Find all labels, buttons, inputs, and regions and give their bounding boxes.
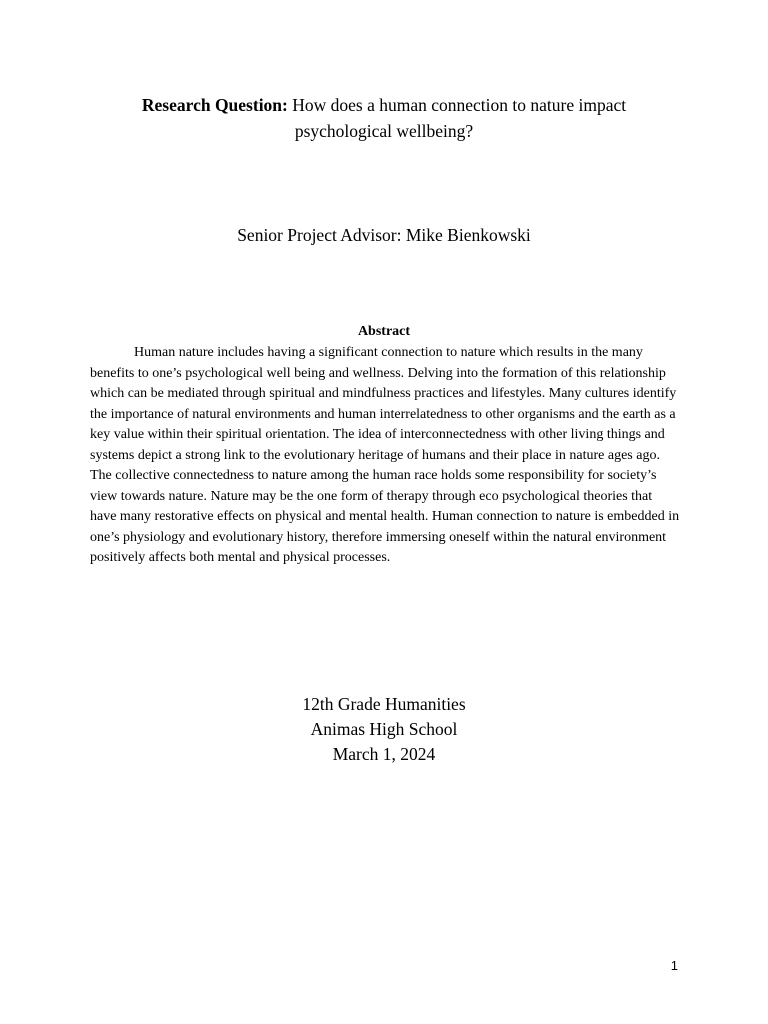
school-name: Animas High School — [310, 719, 458, 739]
abstract-heading: Abstract — [357, 324, 411, 339]
abstract-body: Human nature includes having a significant connection to nature which results in the many benefits to one’s psychological well being and wellness. Delving into the formation of this relationship which can be mediated through spiritual and mindfulness practices and lifestyles. Many cultures identify the importance of natural environments and human interrelatedness to other organisms and the earth as a key value within their spiritual orientation. The idea of interconnectedness with other living things and systems depict a strong link to the evolutionary heritage of humans and their place in nature ages ago. The collective connectedness to nature among the human race holds some responsibility for society’s view towards nature. Nature may be the one form of therapy through eco psychological theories that have many restorative effects on physical and mental health. Human connection to nature is embedded in one’s physiology and evolutionary history, therefore immersing oneself within the natural environment positively affects both mental and physical processes. — [90, 345, 680, 565]
course-name: 12th Grade Humanities — [302, 694, 466, 714]
research-question — [100, 92, 668, 144]
research-question-label: Research Question: — [141, 95, 288, 115]
research-question-text: How does a human connection to nature impact psychological wellbeing? — [292, 95, 627, 141]
title-page-footer — [100, 692, 668, 767]
project-advisor: Senior Project Advisor: Mike Bienkowski — [237, 225, 531, 245]
page-number: 1 — [670, 958, 678, 973]
submission-date: March 1, 2024 — [332, 744, 436, 764]
